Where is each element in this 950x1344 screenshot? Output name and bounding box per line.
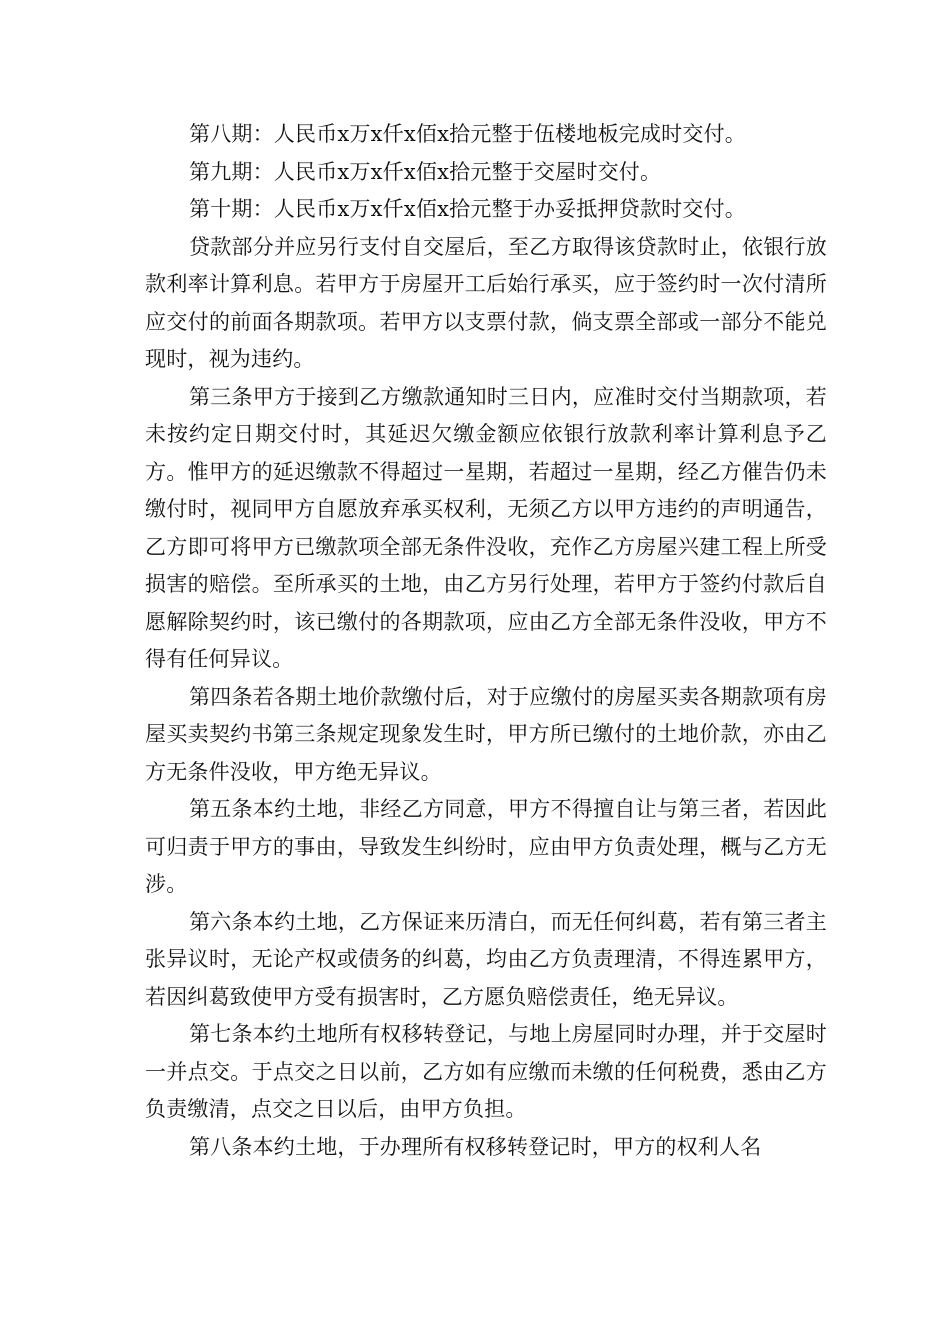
installment-9-paragraph: 第九期：人民币x万x仟x佰x拾元整于交屋时交付。 <box>189 159 662 184</box>
article-8-paragraph: 第八条本约土地，于办理所有权移转登记时，甲方的权利人名 <box>189 1134 762 1159</box>
article-6-paragraph: 第六条本约土地，乙方保证来历清白，而无任何纠葛，若有第三者主张异议时，无论产权或债务的纠葛，均由乙方负责理清，不得连累甲方，若因纠葛致使甲方受有损害时，乙方愿负赔偿责任，绝无异议。 <box>145 909 827 1009</box>
loan-interest-paragraph: 贷款部分并应另行支付自交屋后，至乙方取得该贷款时止，依银行放款利率计算利息。若甲方于房屋开工后始行承买，应于签约时一次付清所应交付的前面各期款项。若甲方以支票付款，倘支票全部或一部分不能兑现时，视为违约。 <box>145 234 827 371</box>
document-body <box>145 116 827 1166</box>
article-3-paragraph: 第三条甲方于接到乙方缴款通知时三日内，应准时交付当期款项，若未按约定日期交付时，其延迟欠缴金额应依银行放款利率计算利息予乙方。惟甲方的延迟缴款不得超过一星期，若超过一星期，经乙方催告仍未缴付时，视同甲方自愿放弃承买权利，无须乙方以甲方违约的声明通告，乙方即可将甲方已缴款项全部无条件没收，充作乙方房屋兴建工程上所受损害的赔偿。至所承买的土地，由乙方另行处理，若甲方于签约付款后自愿解除契约时，该已缴付的各期款项，应由乙方全部无条件没收，甲方不得有任何异议。 <box>145 384 827 671</box>
installment-10-paragraph: 第十期：人民币x万x仟x佰x拾元整于办妥抵押贷款时交付。 <box>189 197 746 221</box>
article-4-paragraph: 第四条若各期土地价款缴付后，对于应缴付的房屋买卖各期款项有房屋买卖契约书第三条规定现象发生时，甲方所已缴付的土地价款，亦由乙方无条件没收，甲方绝无异议。 <box>145 684 827 784</box>
article-5-paragraph: 第五条本约土地，非经乙方同意，甲方不得擅自让与第三者，若因此可归责于甲方的事由，导致发生纠纷时，应由甲方负责处理，概与乙方无涉。 <box>145 797 827 896</box>
article-7-paragraph: 第七条本约土地所有权移转登记，与地上房屋同时办理，并于交屋时一并点交。于点交之日以前，乙方如有应缴而未缴的任何税费，悉由乙方负责缴清，点交之日以后，由甲方负担。 <box>145 1022 827 1121</box>
installment-8-paragraph: 第八期：人民币x万x仟x佰x拾元整于伍楼地板完成时交付。 <box>189 122 746 146</box>
